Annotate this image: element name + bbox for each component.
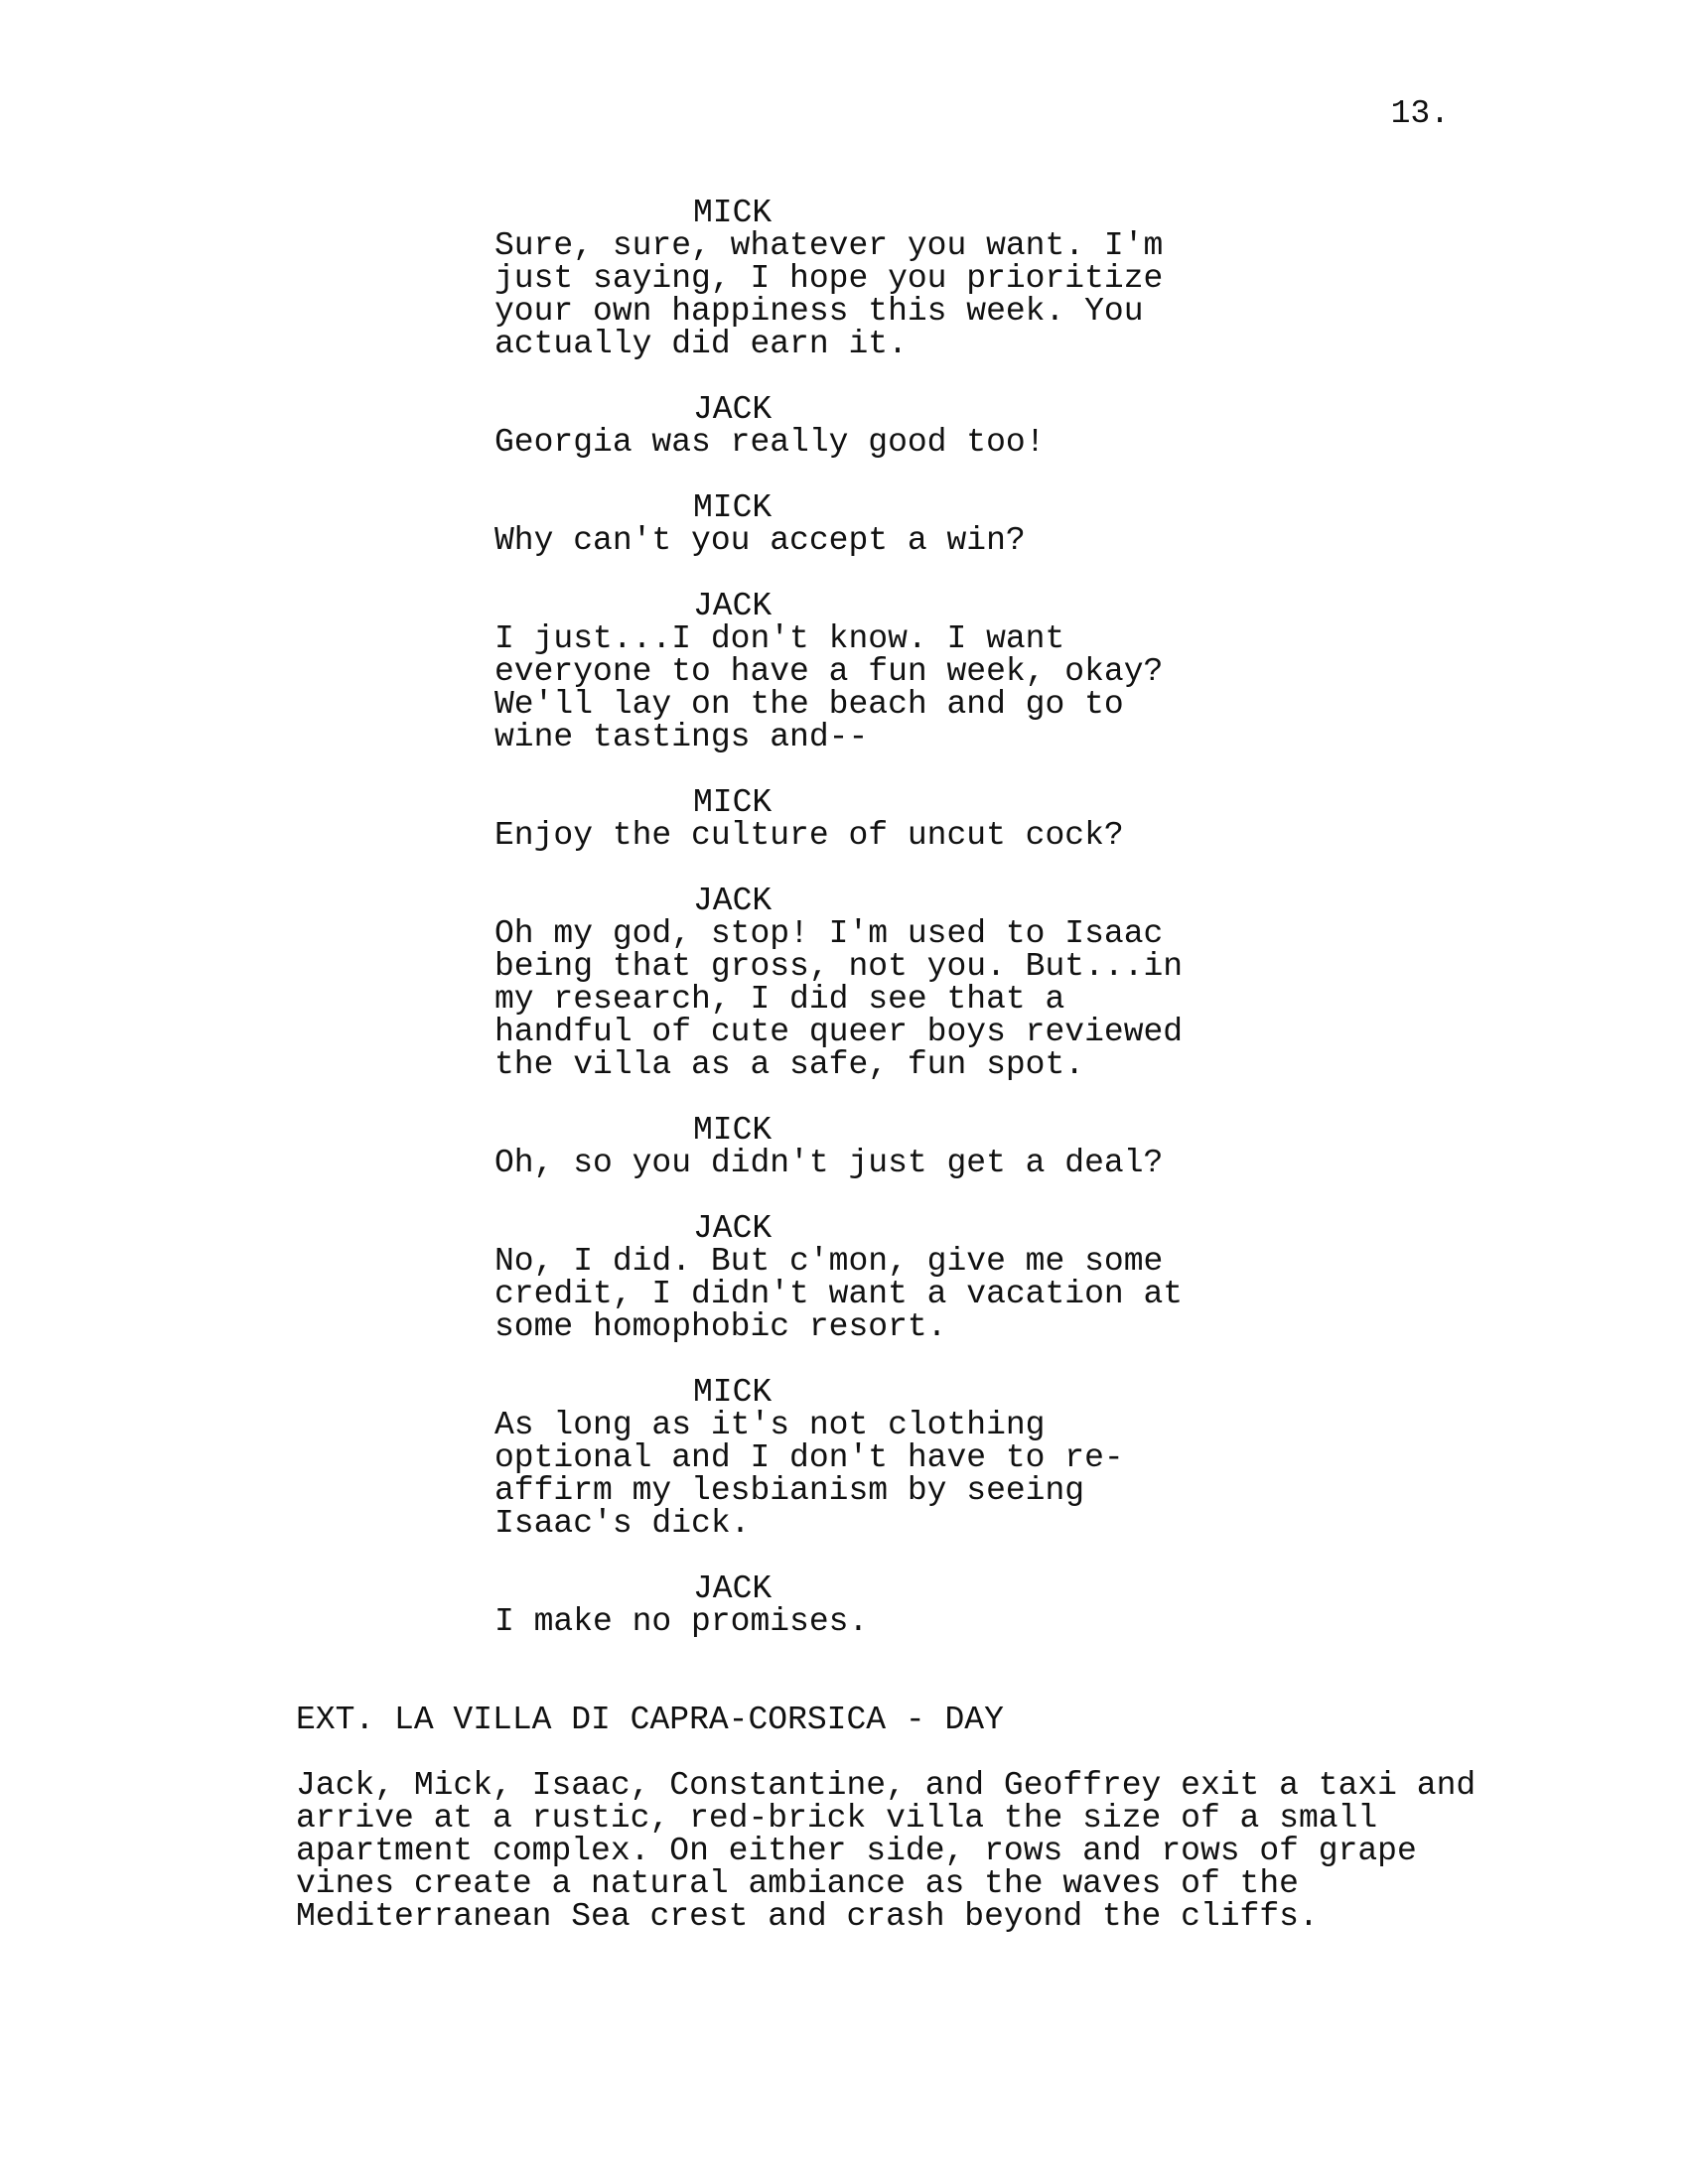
character-name: MICK bbox=[693, 1374, 773, 1411]
dialogue-line: I make no promises. bbox=[494, 1603, 869, 1640]
dialogue-line: Oh my god, stop! I'm used to Isaac bbox=[494, 915, 1164, 952]
character-name: JACK bbox=[693, 883, 773, 919]
dialogue-line: your own happiness this week. You bbox=[494, 293, 1144, 330]
page-number: 13. bbox=[1390, 95, 1450, 132]
character-name: JACK bbox=[693, 1210, 773, 1247]
dialogue-block bbox=[296, 491, 1487, 557]
dialogue-block bbox=[296, 1572, 1487, 1638]
dialogue-line: credit, I didn't want a vacation at bbox=[494, 1276, 1184, 1312]
character-name: MICK bbox=[693, 195, 773, 231]
dialogue-line: wine tastings and-- bbox=[494, 719, 869, 755]
action-line: Jack, Mick, Isaac, Constantine, and Geoffrey exit a taxi and bbox=[296, 1767, 1477, 1804]
dialogue-line: the villa as a safe, fun spot. bbox=[494, 1046, 1085, 1083]
character-name: JACK bbox=[693, 588, 773, 624]
dialogue-block bbox=[296, 1114, 1487, 1179]
action-line: apartment complex. On either side, rows and rows of grape bbox=[296, 1833, 1417, 1869]
dialogue-line: just saying, I hope you prioritize bbox=[494, 260, 1164, 297]
dialogue-line: being that gross, not you. But...in bbox=[494, 948, 1184, 985]
dialogue-line: everyone to have a fun week, okay? bbox=[494, 653, 1164, 690]
dialogue-line: Enjoy the culture of uncut cock? bbox=[494, 817, 1124, 854]
dialogue-line: affirm my lesbianism by seeing bbox=[494, 1472, 1085, 1509]
character-name: MICK bbox=[693, 489, 773, 526]
dialogue-block bbox=[296, 197, 1487, 360]
dialogue-line: some homophobic resort. bbox=[494, 1308, 947, 1345]
action-line: Mediterranean Sea crest and crash beyond the cliffs. bbox=[296, 1898, 1319, 1935]
dialogue-line: actually did earn it. bbox=[494, 326, 908, 362]
dialogue-block bbox=[296, 393, 1487, 459]
dialogue-line: Oh, so you didn't just get a deal? bbox=[494, 1145, 1164, 1181]
dialogue-block bbox=[296, 1212, 1487, 1343]
character-name: JACK bbox=[693, 391, 773, 428]
action-block bbox=[296, 1769, 1487, 1933]
character-name: JACK bbox=[693, 1570, 773, 1607]
dialogue-line: handful of cute queer boys reviewed bbox=[494, 1014, 1184, 1050]
character-name: MICK bbox=[693, 784, 773, 821]
dialogue-line: Isaac's dick. bbox=[494, 1505, 751, 1542]
scene-heading: EXT. LA VILLA DI CAPRA-CORSICA - DAY bbox=[296, 1702, 1004, 1738]
screenplay-body bbox=[296, 197, 1487, 1933]
dialogue-line: As long as it's not clothing bbox=[494, 1407, 1046, 1443]
dialogue-line: optional and I don't have to re- bbox=[494, 1439, 1124, 1476]
character-name: MICK bbox=[693, 1112, 773, 1149]
dialogue-line: We'll lay on the beach and go to bbox=[494, 686, 1124, 723]
action-line: arrive at a rustic, red-brick villa the size of a small bbox=[296, 1800, 1378, 1837]
dialogue-block bbox=[296, 885, 1487, 1081]
action-line: vines create a natural ambiance as the waves of the bbox=[296, 1865, 1299, 1902]
dialogue-line: my research, I did see that a bbox=[494, 981, 1065, 1018]
dialogue-line: I just...I don't know. I want bbox=[494, 620, 1065, 657]
dialogue-block bbox=[296, 590, 1487, 753]
dialogue-block bbox=[296, 1376, 1487, 1540]
dialogue-line: No, I did. But c'mon, give me some bbox=[494, 1243, 1164, 1280]
dialogue-line: Why can't you accept a win? bbox=[494, 522, 1026, 559]
dialogue-line: Sure, sure, whatever you want. I'm bbox=[494, 227, 1164, 264]
dialogue-line: Georgia was really good too! bbox=[494, 424, 1046, 461]
dialogue-block bbox=[296, 786, 1487, 852]
